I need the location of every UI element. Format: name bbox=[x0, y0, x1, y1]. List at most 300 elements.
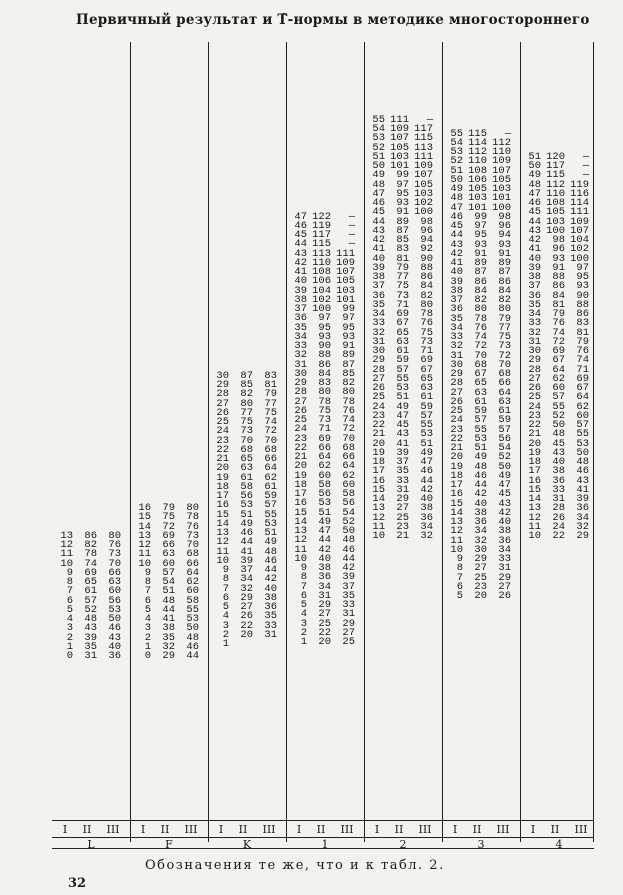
norm-value-ii: 21 bbox=[396, 530, 409, 542]
raw-score: 3 bbox=[300, 617, 307, 630]
norm-value-iii: 102 bbox=[570, 243, 589, 256]
norm-value-iii: 34 bbox=[420, 520, 433, 533]
raw-score: 30 bbox=[294, 367, 307, 380]
raw-score: 40 bbox=[528, 252, 541, 265]
norm-value-iii: 95 bbox=[576, 271, 589, 283]
scale-label: L bbox=[87, 838, 95, 851]
norm-value-iii: 39 bbox=[342, 571, 355, 584]
norm-value-iii: 97 bbox=[342, 312, 355, 325]
raw-score: 47 bbox=[528, 187, 541, 200]
table-row bbox=[134, 652, 199, 661]
raw-score: 34 bbox=[528, 308, 541, 320]
norm-value-iii: 50 bbox=[186, 622, 199, 635]
norm-value-ii: 49 bbox=[318, 515, 331, 528]
norm-value-ii: 93 bbox=[474, 238, 487, 251]
norm-value-iii: 50 bbox=[342, 525, 355, 537]
raw-score: 40 bbox=[450, 266, 463, 279]
raw-score: 7 bbox=[144, 585, 151, 598]
norm-value-iii: 72 bbox=[498, 349, 511, 362]
raw-score: 15 bbox=[372, 483, 385, 496]
norm-value-ii: 61 bbox=[84, 585, 97, 598]
norm-value-ii: 51 bbox=[318, 506, 331, 519]
raw-score: 36 bbox=[294, 312, 307, 325]
norm-value-iii: 80 bbox=[420, 298, 433, 311]
raw-score: 24 bbox=[294, 423, 307, 436]
raw-score: 20 bbox=[528, 437, 541, 450]
norm-value-iii: 92 bbox=[420, 243, 433, 256]
raw-score: 3 bbox=[222, 619, 229, 632]
raw-score: 24 bbox=[216, 425, 229, 438]
norm-value-ii: 122 bbox=[312, 210, 331, 223]
norm-value-ii: 106 bbox=[312, 275, 331, 288]
raw-score: 13 bbox=[294, 525, 307, 537]
raw-score: 26 bbox=[372, 382, 385, 394]
raw-score: 34 bbox=[450, 321, 463, 334]
raw-score: 14 bbox=[216, 517, 229, 530]
norm-value-iii: 35 bbox=[264, 610, 277, 623]
norm-value-ii: 71 bbox=[396, 298, 409, 311]
norm-value-ii: 67 bbox=[474, 368, 487, 380]
raw-score: 38 bbox=[294, 293, 307, 306]
norm-value-iii: 70 bbox=[108, 557, 121, 570]
raw-score: 27 bbox=[528, 372, 541, 385]
norm-value-iii: 60 bbox=[576, 409, 589, 422]
norm-value-ii: 39 bbox=[240, 554, 253, 567]
norm-value-ii: 77 bbox=[396, 271, 409, 283]
norm-value-ii: 23 bbox=[396, 520, 409, 533]
norm-value-ii: 111 bbox=[390, 113, 409, 126]
norm-value-iii: 114 bbox=[570, 197, 589, 209]
norm-value-iii: 40 bbox=[420, 493, 433, 505]
norm-value-ii: 78 bbox=[84, 548, 97, 561]
raw-score: 47 bbox=[372, 187, 385, 200]
raw-score: 12 bbox=[138, 539, 151, 551]
norm-value-iii: 36 bbox=[576, 502, 589, 515]
norm-value-iii: 93 bbox=[498, 238, 511, 251]
raw-score: 20 bbox=[216, 462, 229, 475]
raw-score: 29 bbox=[528, 354, 541, 367]
norm-value-ii: 97 bbox=[474, 220, 487, 232]
norm-value-iii: 38 bbox=[420, 502, 433, 515]
norm-value-ii: 91 bbox=[396, 206, 409, 219]
norm-value-ii: 108 bbox=[546, 197, 565, 209]
raw-score: 36 bbox=[528, 289, 541, 302]
subheader-I: I bbox=[374, 823, 380, 836]
norm-value-ii: 60 bbox=[162, 557, 175, 570]
norm-value-iii: 88 bbox=[576, 298, 589, 311]
norm-value-ii: 77 bbox=[240, 406, 253, 419]
subheader-II: II bbox=[238, 823, 248, 836]
norm-value-iii: 64 bbox=[342, 460, 355, 473]
norm-value-ii: 27 bbox=[318, 608, 331, 621]
norm-value-iii: 82 bbox=[498, 294, 511, 306]
norm-value-iii: 76 bbox=[108, 539, 121, 551]
norm-value-iii: 80 bbox=[108, 529, 121, 542]
norm-value-iii: 62 bbox=[264, 471, 277, 484]
norm-value-iii: 44 bbox=[342, 552, 355, 565]
norm-value-ii: 64 bbox=[552, 363, 565, 376]
norm-value-ii: 63 bbox=[240, 462, 253, 475]
norm-value-ii: 75 bbox=[396, 280, 409, 293]
norm-value-iii: 99 bbox=[342, 303, 355, 315]
raw-score: 35 bbox=[294, 321, 307, 334]
raw-score: 2 bbox=[144, 631, 151, 644]
raw-score: 45 bbox=[528, 206, 541, 219]
norm-value-iii: 59 bbox=[420, 400, 433, 413]
raw-score: 24 bbox=[528, 400, 541, 413]
norm-value-iii: 65 bbox=[420, 372, 433, 385]
norm-value-ii: 105 bbox=[546, 206, 565, 219]
norm-value-iii: 64 bbox=[498, 386, 511, 399]
raw-score: 39 bbox=[450, 275, 463, 288]
raw-score: 30 bbox=[372, 345, 385, 357]
norm-value-iii: 36 bbox=[264, 601, 277, 613]
norm-value-iii: 51 bbox=[420, 437, 433, 450]
raw-score: 41 bbox=[450, 257, 463, 269]
subheader-I: I bbox=[530, 823, 536, 836]
norm-value-ii: 71 bbox=[318, 423, 331, 436]
column-subheader bbox=[368, 823, 438, 836]
norm-value-iii: 53 bbox=[420, 428, 433, 441]
norm-value-iii: 73 bbox=[108, 548, 121, 561]
norm-value-iii: 57 bbox=[420, 409, 433, 422]
norm-value-iii: 50 bbox=[108, 613, 121, 625]
raw-score: 25 bbox=[528, 391, 541, 404]
raw-score: 50 bbox=[372, 160, 385, 172]
norm-value-ii: 53 bbox=[240, 499, 253, 512]
raw-score: 18 bbox=[372, 456, 385, 468]
subheader-III: III bbox=[262, 823, 276, 836]
raw-score: 23 bbox=[528, 409, 541, 422]
scale-column-L bbox=[56, 529, 121, 662]
raw-score: 39 bbox=[528, 261, 541, 274]
raw-score: 21 bbox=[294, 451, 307, 463]
norm-value-ii: 50 bbox=[552, 419, 565, 431]
norm-value-ii: 73 bbox=[396, 289, 409, 302]
raw-score: 12 bbox=[60, 539, 73, 551]
column-subheader bbox=[56, 823, 126, 836]
norm-value-ii: 46 bbox=[474, 469, 487, 482]
raw-score: 16 bbox=[294, 497, 307, 510]
norm-value-iii: 59 bbox=[498, 414, 511, 427]
norm-value-iii: 60 bbox=[186, 585, 199, 598]
norm-value-ii: 119 bbox=[312, 219, 331, 232]
norm-value-iii: 25 bbox=[342, 636, 355, 648]
norm-value-ii: 80 bbox=[474, 303, 487, 316]
norm-value-ii: 48 bbox=[474, 460, 487, 473]
raw-score: 15 bbox=[138, 511, 151, 524]
norm-value-ii: 42 bbox=[318, 543, 331, 556]
raw-score: 2 bbox=[66, 631, 73, 644]
raw-score: 20 bbox=[450, 451, 463, 464]
norm-value-iii: 82 bbox=[342, 377, 355, 389]
norm-value-ii: 113 bbox=[312, 247, 331, 260]
norm-value-ii: 57 bbox=[396, 363, 409, 376]
norm-value-ii: 67 bbox=[552, 354, 565, 367]
raw-score: 46 bbox=[372, 197, 385, 209]
norm-value-ii: 25 bbox=[396, 511, 409, 524]
raw-score: 28 bbox=[528, 363, 541, 376]
norm-value-iii: 61 bbox=[498, 405, 511, 417]
raw-score: 32 bbox=[372, 326, 385, 339]
norm-value-ii: 29 bbox=[318, 599, 331, 611]
norm-value-ii: 30 bbox=[474, 543, 487, 556]
norm-value-ii: 43 bbox=[84, 622, 97, 635]
norm-value-iii: 44 bbox=[264, 564, 277, 576]
norm-value-iii: 33 bbox=[498, 553, 511, 565]
norm-value-iii: 42 bbox=[264, 573, 277, 586]
norm-value-ii: 115 bbox=[312, 238, 331, 251]
column-divider bbox=[593, 42, 594, 842]
norm-value-iii: 37 bbox=[342, 580, 355, 593]
raw-score: 17 bbox=[216, 490, 229, 502]
norm-value-iii: 66 bbox=[264, 453, 277, 465]
raw-score: 31 bbox=[294, 358, 307, 371]
raw-score: 26 bbox=[216, 406, 229, 419]
norm-value-iii: 80 bbox=[498, 303, 511, 316]
norm-value-iii: 73 bbox=[186, 529, 199, 542]
raw-score: 10 bbox=[294, 552, 307, 565]
norm-value-ii bbox=[229, 640, 253, 649]
subheader-III: III bbox=[418, 823, 432, 836]
norm-value-ii: 99 bbox=[474, 210, 487, 223]
norm-value-iii: 53 bbox=[186, 613, 199, 625]
raw-score: 7 bbox=[222, 582, 229, 595]
raw-score: 37 bbox=[372, 280, 385, 293]
norm-value-iii: 88 bbox=[420, 261, 433, 274]
scale-column-2 bbox=[368, 113, 433, 542]
norm-value-ii: 65 bbox=[474, 377, 487, 390]
norm-value-iii: 70 bbox=[342, 432, 355, 445]
norm-value-ii: 75 bbox=[240, 416, 253, 428]
norm-value-iii: 46 bbox=[576, 465, 589, 478]
norm-value-iii: 111 bbox=[336, 247, 355, 260]
norm-value-iii: 98 bbox=[498, 210, 511, 223]
raw-score: 38 bbox=[528, 271, 541, 283]
subheader-II: II bbox=[316, 823, 326, 836]
norm-value-ii: 69 bbox=[162, 529, 175, 542]
norm-value-iii: 104 bbox=[570, 234, 589, 246]
norm-value-ii: 26 bbox=[240, 610, 253, 623]
raw-score: 37 bbox=[294, 303, 307, 315]
column-subheader bbox=[446, 823, 516, 836]
norm-value-ii: 102 bbox=[312, 293, 331, 306]
raw-score: 51 bbox=[450, 164, 463, 177]
column-divider bbox=[208, 42, 209, 842]
norm-value-ii: 65 bbox=[84, 576, 97, 588]
norm-value-ii: 84 bbox=[474, 284, 487, 297]
norm-value-iii: — bbox=[504, 127, 511, 140]
table-note: Обозначения те же, что и к табл. 2. bbox=[145, 858, 445, 873]
column-divider bbox=[286, 42, 287, 842]
norm-value-iii: 49 bbox=[420, 446, 433, 459]
norm-value-ii: 20 bbox=[474, 590, 487, 602]
norm-value-iii: 109 bbox=[492, 155, 511, 168]
norm-value-ii: 64 bbox=[318, 451, 331, 463]
raw-score: 42 bbox=[528, 234, 541, 246]
norm-value-iii: 117 bbox=[414, 123, 433, 135]
norm-value-iii: 49 bbox=[264, 536, 277, 549]
raw-score: 20 bbox=[294, 460, 307, 473]
norm-value-iii: 58 bbox=[342, 488, 355, 500]
norm-value-iii: 53 bbox=[576, 437, 589, 450]
norm-value-ii: 65 bbox=[240, 453, 253, 465]
raw-score: 5 bbox=[222, 601, 229, 613]
norm-value-iii: 60 bbox=[342, 478, 355, 491]
raw-score: 1 bbox=[66, 640, 73, 653]
norm-value-iii: 44 bbox=[186, 650, 199, 662]
norm-value-iii: 50 bbox=[576, 446, 589, 459]
raw-score: 6 bbox=[222, 591, 229, 604]
raw-score: 23 bbox=[216, 434, 229, 447]
subheader-III: III bbox=[106, 823, 120, 836]
raw-score: 54 bbox=[372, 123, 385, 135]
norm-value-ii: 56 bbox=[240, 490, 253, 502]
norm-value-iii: 83 bbox=[264, 369, 277, 382]
norm-value-iii: — bbox=[348, 238, 355, 251]
raw-score: 29 bbox=[372, 354, 385, 367]
norm-value-ii: 22 bbox=[318, 626, 331, 639]
norm-value-ii: 25 bbox=[318, 617, 331, 630]
norm-value-ii: 59 bbox=[474, 405, 487, 417]
norm-value-iii: 29 bbox=[342, 617, 355, 630]
norm-value-ii: 45 bbox=[396, 419, 409, 431]
norm-value-ii: 62 bbox=[318, 460, 331, 473]
norm-value-iii: 66 bbox=[186, 557, 199, 570]
column-divider bbox=[364, 42, 365, 842]
norm-value-iii: 74 bbox=[264, 416, 277, 428]
raw-score: 10 bbox=[216, 554, 229, 567]
norm-value-ii: 75 bbox=[162, 511, 175, 524]
norm-value-iii: 43 bbox=[498, 497, 511, 510]
norm-value-iii: 63 bbox=[420, 382, 433, 394]
norm-value-iii: 105 bbox=[336, 275, 355, 288]
norm-value-iii: 86 bbox=[420, 271, 433, 283]
norm-value-ii: 115 bbox=[546, 169, 565, 182]
norm-value-iii: 80 bbox=[186, 502, 199, 514]
raw-score: 52 bbox=[450, 155, 463, 168]
subheader-II: II bbox=[472, 823, 482, 836]
raw-score: 19 bbox=[528, 446, 541, 459]
norm-value-iii: 52 bbox=[342, 515, 355, 528]
column-subheader bbox=[212, 823, 282, 836]
column-subheader bbox=[524, 823, 594, 836]
raw-score: 8 bbox=[300, 571, 307, 584]
raw-score: 12 bbox=[450, 525, 463, 538]
norm-value-iii: — bbox=[348, 229, 355, 241]
norm-value-ii: 72 bbox=[474, 340, 487, 353]
norm-value-ii: 72 bbox=[162, 520, 175, 533]
raw-score: 47 bbox=[294, 210, 307, 223]
norm-value-ii: 79 bbox=[162, 502, 175, 514]
raw-score: 43 bbox=[450, 238, 463, 251]
raw-score: 49 bbox=[528, 169, 541, 182]
raw-score: 18 bbox=[216, 480, 229, 493]
norm-value-ii: 34 bbox=[240, 573, 253, 586]
norm-value-iii: 72 bbox=[264, 425, 277, 438]
norm-value-iii: — bbox=[348, 219, 355, 232]
raw-score: 30 bbox=[216, 369, 229, 382]
norm-value-ii: 52 bbox=[84, 603, 97, 616]
subheader-II: II bbox=[394, 823, 404, 836]
norm-value-iii: 105 bbox=[414, 178, 433, 191]
raw-score: 35 bbox=[450, 312, 463, 325]
norm-value-ii: 83 bbox=[318, 377, 331, 389]
norm-value-ii: 88 bbox=[552, 271, 565, 283]
norm-value-iii: 63 bbox=[108, 576, 121, 588]
norm-value-iii: 56 bbox=[108, 594, 121, 607]
norm-value-iii: 68 bbox=[186, 548, 199, 561]
raw-score: 11 bbox=[216, 545, 229, 558]
norm-value-ii: 70 bbox=[240, 434, 253, 447]
norm-value-iii: 75 bbox=[498, 331, 511, 343]
raw-score: 44 bbox=[528, 215, 541, 228]
raw-score: 29 bbox=[294, 377, 307, 389]
raw-score: 48 bbox=[372, 178, 385, 191]
raw-score: 27 bbox=[216, 397, 229, 410]
norm-value-ii: 105 bbox=[468, 183, 487, 195]
scale-column-F bbox=[134, 504, 199, 661]
norm-value-ii: 103 bbox=[546, 215, 565, 228]
norm-value-ii: 38 bbox=[318, 562, 331, 574]
raw-score: 18 bbox=[294, 478, 307, 491]
norm-value-iii: — bbox=[582, 150, 589, 163]
norm-value-ii: 99 bbox=[396, 169, 409, 182]
norm-value-iii: 95 bbox=[342, 321, 355, 334]
norm-value-iii: 43 bbox=[576, 474, 589, 487]
raw-score: 31 bbox=[450, 349, 463, 362]
norm-value-iii: 75 bbox=[420, 326, 433, 339]
norm-value-ii: 55 bbox=[396, 372, 409, 385]
norm-value-ii: 60 bbox=[552, 382, 565, 394]
norm-value-ii: 81 bbox=[396, 252, 409, 265]
norm-value-iii: 27 bbox=[498, 580, 511, 593]
norm-value-ii: 73 bbox=[240, 425, 253, 438]
raw-score: 19 bbox=[450, 460, 463, 473]
norm-value-ii: 43 bbox=[552, 446, 565, 459]
raw-score: 19 bbox=[294, 469, 307, 482]
norm-value-ii: 87 bbox=[474, 266, 487, 279]
subheader-I: I bbox=[218, 823, 224, 836]
norm-value-iii: 72 bbox=[342, 423, 355, 436]
raw-score: 42 bbox=[450, 247, 463, 260]
norm-value-iii: 70 bbox=[498, 358, 511, 371]
norm-value-iii: — bbox=[426, 113, 433, 126]
norm-value-iii: 35 bbox=[342, 589, 355, 602]
raw-score: 37 bbox=[528, 280, 541, 293]
norm-value-iii: 80 bbox=[342, 386, 355, 399]
scale-label: 1 bbox=[321, 838, 329, 851]
raw-score: 38 bbox=[372, 271, 385, 283]
raw-score: 13 bbox=[528, 502, 541, 515]
norm-value-iii: 61 bbox=[420, 391, 433, 404]
norm-value-ii: 41 bbox=[240, 545, 253, 558]
norm-value-iii: 79 bbox=[576, 335, 589, 348]
norm-value-ii: 81 bbox=[552, 298, 565, 311]
raw-score: 33 bbox=[294, 340, 307, 352]
norm-value-iii: 32 bbox=[576, 520, 589, 533]
norm-value-ii: 49 bbox=[240, 517, 253, 530]
norm-value-iii: 77 bbox=[498, 321, 511, 334]
norm-value-iii: 46 bbox=[108, 622, 121, 635]
column-subheader bbox=[290, 823, 360, 836]
norm-value-ii: 31 bbox=[396, 483, 409, 496]
subheader-III: III bbox=[340, 823, 354, 836]
norm-value-iii: 109 bbox=[414, 160, 433, 172]
norm-value-ii: 60 bbox=[318, 469, 331, 482]
raw-score: 53 bbox=[450, 146, 463, 158]
norm-value-ii: 54 bbox=[162, 576, 175, 588]
